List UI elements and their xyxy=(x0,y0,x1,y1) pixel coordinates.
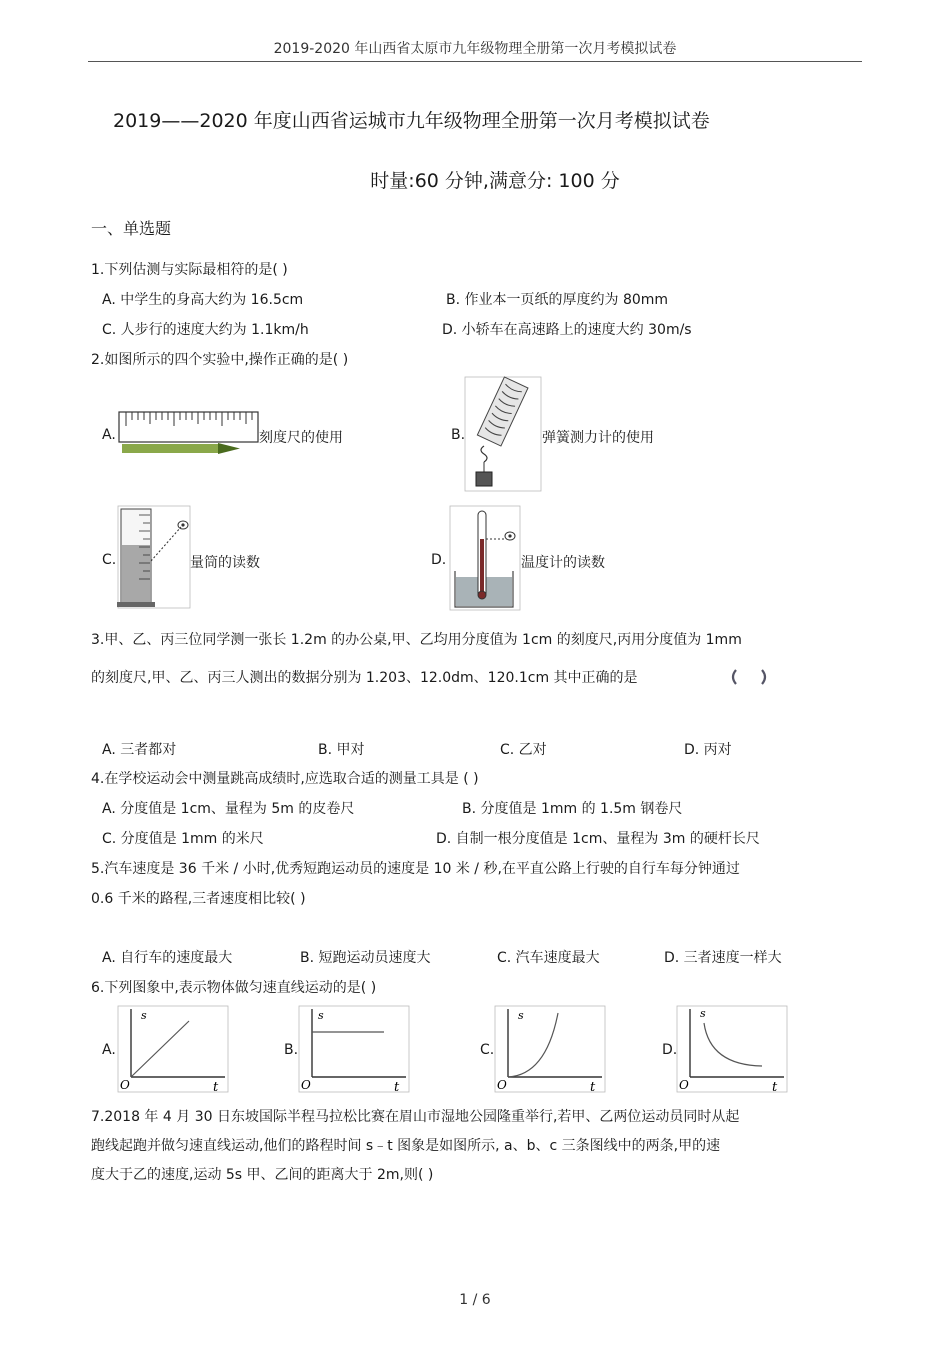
q3-line-1: 3.甲、乙、丙三位同学测一张长 1.2m 的办公桌,甲、乙均用分度值为 1cm 的刻度尺,丙用分度值为 1mm xyxy=(91,632,742,648)
graph-c-accelerating xyxy=(494,1005,606,1093)
graph-b-constant xyxy=(298,1005,410,1093)
q4-option-d: D. 自制一根分度值是 1cm、量程为 3m 的硬杆长尺 xyxy=(436,831,760,847)
q2-option-a-text: 刻度尺的使用 xyxy=(259,430,343,446)
exam-subtitle: 时量:60 分钟,满意分: 100 分 xyxy=(370,170,620,192)
q5-option-a: A. 自行车的速度最大 xyxy=(102,950,233,966)
q3-option-d: D. 丙对 xyxy=(684,742,732,758)
q5-line-1: 5.汽车速度是 36 千米 / 小时,优秀短跑运动员的速度是 10 米 / 秒,在平直公路上行驶的自行车每分钟通过 xyxy=(91,861,740,877)
q1-option-c: C. 人步行的速度大约为 1.1km/h xyxy=(102,322,309,338)
q4-option-c: C. 分度值是 1mm 的米尺 xyxy=(102,831,264,847)
q2-option-b-text: 弹簧测力计的使用 xyxy=(542,430,654,446)
q5-option-b: B. 短跑运动员速度大 xyxy=(300,950,431,966)
q6-option-a: A. xyxy=(102,1042,116,1058)
graph-a-linear xyxy=(117,1005,229,1093)
graph-c-axis-t: t xyxy=(590,1080,596,1093)
q1-option-a: A. 中学生的身高大约为 16.5cm xyxy=(102,292,304,308)
q2-option-d-text: 温度计的读数 xyxy=(521,555,605,571)
q7-line-2: 跑线起跑并做匀速直线运动,他们的路程时间 s﹣t 图象是如图所示, a、b、c 三条图线中的两条,甲的速 xyxy=(91,1138,721,1154)
graph-a-axis-s: s xyxy=(141,1009,147,1022)
header-rule xyxy=(88,61,862,62)
q4-stem: 4.在学校运动会中测量跳高成绩时,应选取合适的测量工具是 ( ) xyxy=(91,771,479,787)
q5-option-c: C. 汽车速度最大 xyxy=(497,950,600,966)
q7-line-1: 7.2018 年 4 月 30 日东坡国际半程马拉松比赛在眉山市湿地公园隆重举行,若甲、乙两位运动员同时从起 xyxy=(91,1109,740,1125)
q5-line-2: 0.6 千米的路程,三者速度相比较( ) xyxy=(91,891,306,907)
q7-line-3: 度大于乙的速度,运动 5s 甲、乙间的距离大于 2m,则( ) xyxy=(91,1167,434,1183)
answer-parentheses xyxy=(728,668,770,686)
q3-option-a: A. 三者都对 xyxy=(102,742,177,758)
graph-b-axis-s: s xyxy=(318,1009,324,1022)
graph-c-axis-s: s xyxy=(518,1009,524,1022)
q3-option-c: C. 乙对 xyxy=(500,742,547,758)
q5-option-d: D. 三者速度一样大 xyxy=(664,950,782,966)
q4-option-b: B. 分度值是 1mm 的 1.5m 钢卷尺 xyxy=(462,801,683,817)
running-header: 2019-2020 年山西省太原市九年级物理全册第一次月考模拟试卷 xyxy=(273,41,677,57)
section-heading: 一、单选题 xyxy=(91,219,172,238)
q2-option-d-letter: D. xyxy=(431,552,447,568)
q6-stem: 6.下列图象中,表示物体做匀速直线运动的是( ) xyxy=(91,980,377,996)
q2-option-c-letter: C. xyxy=(102,552,117,568)
q1-option-b: B. 作业本一页纸的厚度约为 80mm xyxy=(446,292,669,308)
graph-d-axis-s: s xyxy=(700,1007,706,1020)
q6-option-c: C. xyxy=(480,1042,495,1058)
q2-option-a-letter: A. xyxy=(102,427,116,443)
graph-b-origin: O xyxy=(301,1078,311,1092)
q3-line-2: 的刻度尺,甲、乙、丙三人测出的数据分别为 1.203、12.0dm、120.1cm 其中正确的是 xyxy=(91,670,638,686)
graph-a-origin: O xyxy=(120,1078,130,1092)
graph-d-axis-t: t xyxy=(772,1080,778,1093)
graph-d-decaying xyxy=(676,1005,788,1093)
graph-b-axis-t: t xyxy=(394,1080,400,1093)
q6-option-d: D. xyxy=(662,1042,678,1058)
q2-option-b-letter: B. xyxy=(451,427,466,443)
q3-option-b: B. 甲对 xyxy=(318,742,365,758)
q6-option-b: B. xyxy=(284,1042,299,1058)
graph-d-origin: O xyxy=(679,1078,689,1092)
q2-option-c-text: 量筒的读数 xyxy=(190,555,260,571)
q4-option-a: A. 分度值是 1cm、量程为 5m 的皮卷尺 xyxy=(102,801,355,817)
spring-scale-figure xyxy=(464,376,542,492)
graduated-cylinder-figure xyxy=(117,505,191,609)
graph-a-axis-t: t xyxy=(213,1080,219,1093)
page-number: 1 / 6 xyxy=(459,1292,491,1308)
q1-stem: 1.下列估测与实际最相符的是( ) xyxy=(91,262,288,278)
q1-option-d: D. 小轿车在高速路上的速度大约 30m/s xyxy=(442,322,692,338)
graph-c-origin: O xyxy=(497,1078,507,1092)
ruler-figure xyxy=(118,410,260,456)
q2-stem: 2.如图所示的四个实验中,操作正确的是( ) xyxy=(91,352,349,368)
thermometer-figure xyxy=(449,505,521,611)
exam-title: 2019——2020 年度山西省运城市九年级物理全册第一次月考模拟试卷 xyxy=(113,110,710,132)
